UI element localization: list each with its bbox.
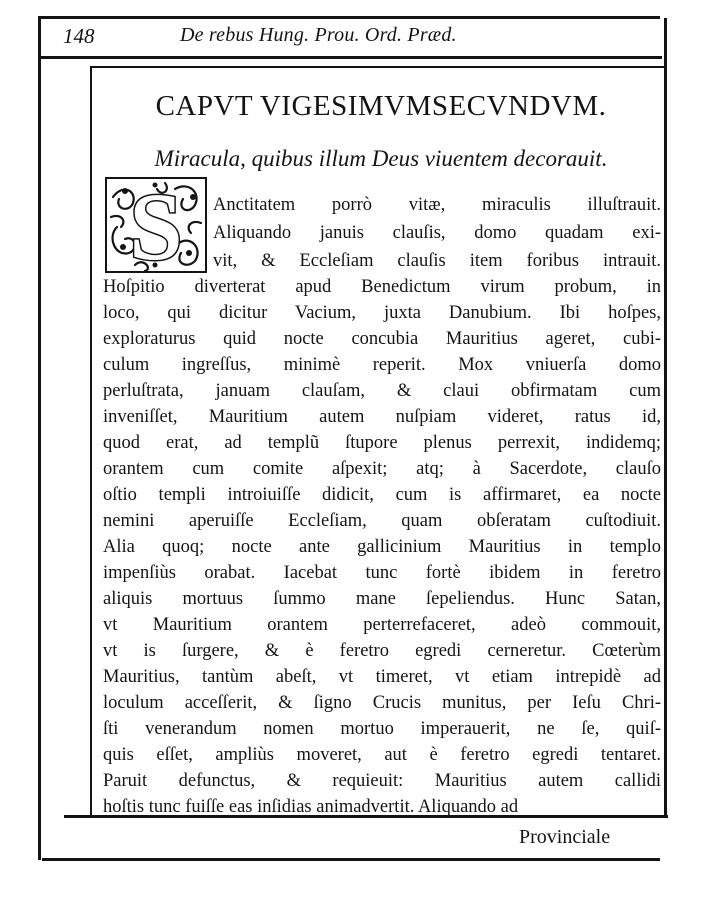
body-line: hoſtis tunc fuiſſe eas inſidias animadvertit. Aliquando ad	[103, 797, 519, 817]
chapter-subtitle: Miracula, quibus illum Deus viuentem decorauit.	[154, 146, 608, 171]
header-rule-top	[38, 16, 660, 19]
body-line: Mauritius, tantùm abeſt, vt timeret, vt etiam intrepidè ad	[103, 667, 661, 687]
body-line: Paruit defunctus, & requieuit: Mauritius autem callidi	[103, 771, 661, 791]
header-rule-bottom	[40, 56, 662, 59]
body-line: loco, qui dicitur Vacium, juxta Danubium. Ibi hoſpes,	[103, 303, 661, 323]
chapter-title: CAPVT VIGESIMVMSECVNDVM.	[155, 90, 607, 122]
body-line: nemini aperuiſſe Eccleſiam, quam obſeratam cuſtodiuit.	[103, 511, 661, 531]
drop-cap-ornament-icon	[105, 177, 207, 273]
body-line: orantem cum comite aſpexit; atq; à Sacerdote, clauſo	[103, 459, 661, 479]
text-block-top-rule	[92, 66, 666, 68]
page-number: 148	[63, 24, 95, 48]
body-line: vt is ſurgere, & è feretro egredi cerneretur. Cœterùm	[103, 641, 661, 661]
body-line: culum ingreſſus, minimè reperit. Mox vniuerſa domo	[103, 355, 661, 375]
body-line: vt Mauritium orantem perterrefaceret, adeò commouit,	[103, 615, 661, 635]
body-line: quis eſſet, ampliùs moveret, aut è feretro egredi tentaret.	[103, 745, 661, 765]
body-line: vit, & Eccleſiam clauſis item foribus intrauit.	[213, 251, 661, 271]
body-line: aliquis mortuus ſummo mane ſepeliendus. Hunc Satan,	[103, 589, 661, 609]
body-line: perluſtrata, januam clauſam, & claui obfirmatam cum	[103, 381, 661, 401]
body-line: Hoſpitio diverterat apud Benedictum virum probum, in	[103, 277, 661, 297]
body-line: oſtio templi introiuiſſe didicit, cum is affirmaret, ea nocte	[103, 485, 661, 505]
body-line: quod erat, ad templũ ſtupore plenus perrexit, indidemq;	[103, 433, 661, 453]
body-line: Alia quoq; nocte ante gallicinium Mauritius in templo	[103, 537, 661, 557]
frame-left-rule	[38, 18, 41, 860]
running-head: De rebus Hung. Prou. Ord. Præd.	[180, 24, 457, 46]
ornamental-drop-cap	[105, 177, 207, 273]
drop-cap-letter: S	[129, 177, 183, 273]
text-left-rule	[90, 66, 92, 818]
frame-right-rule	[664, 18, 667, 818]
footer-rule	[42, 858, 660, 861]
body-line: exploraturus quid nocte concubia Mauritius ageret, cubi-	[103, 329, 661, 349]
body-line: Aliquando januis clauſis, domo quadam exi-	[213, 223, 661, 243]
body-line: loculum acceſſerit, & ſigno Crucis munitus, per Ieſu Chri-	[103, 693, 661, 713]
catchword: Provinciale	[519, 826, 611, 848]
body-line: inveniſſet, Mauritium autem nuſpiam videret, ratus id,	[103, 407, 661, 427]
body-line: impenſiùs orabat. Iacebat tunc fortè ibidem in feretro	[103, 563, 661, 583]
body-line: Anctitatem porrò vitæ, miraculis illuſtrauit.	[213, 195, 661, 215]
body-line: ſti venerandum nomen mortuo imperauerit, ne ſe, quiſ-	[103, 719, 661, 739]
